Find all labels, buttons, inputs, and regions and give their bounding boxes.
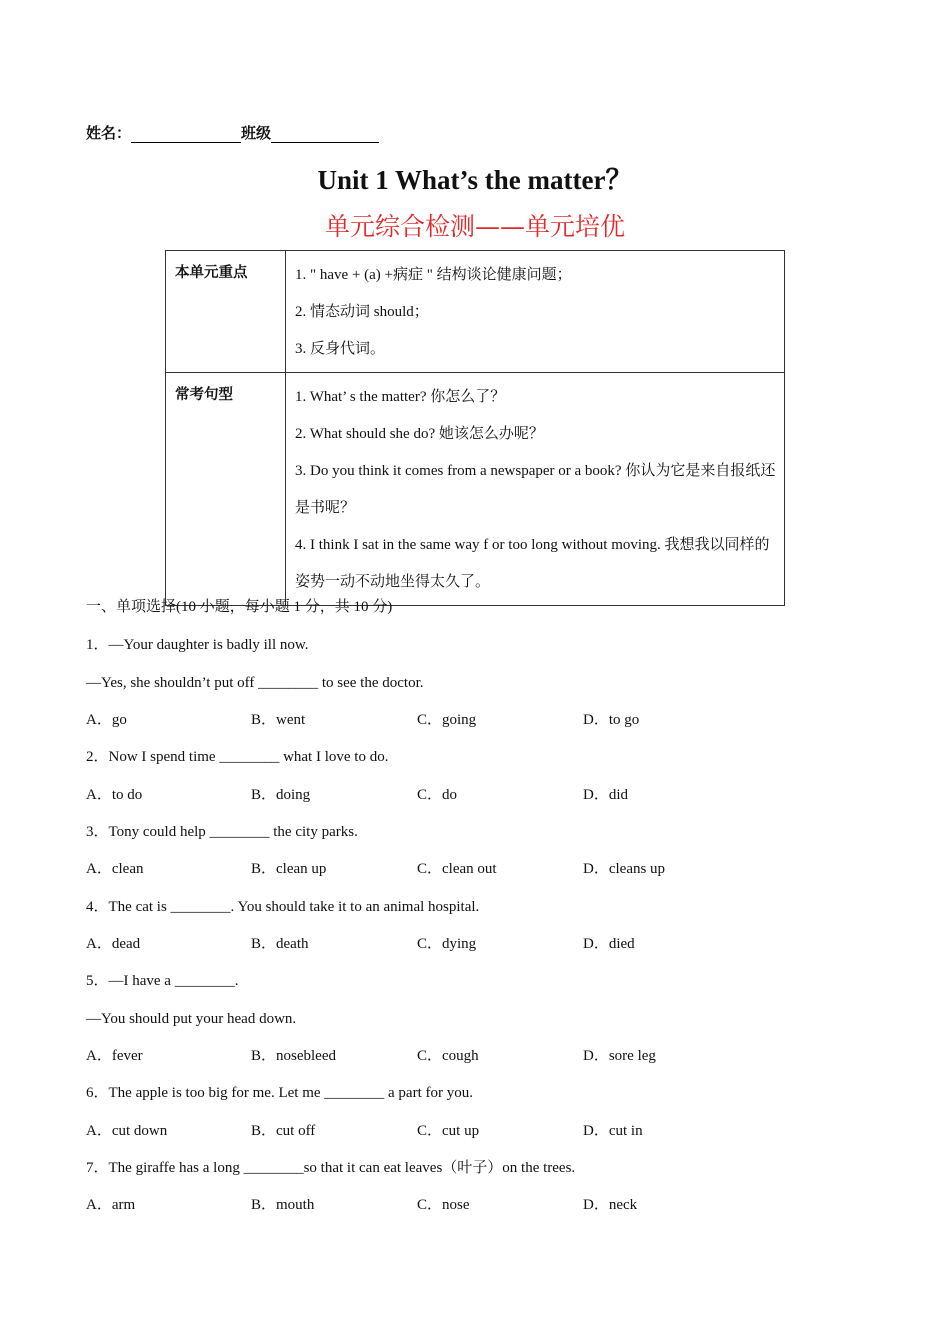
option-a[interactable]: A．dead [86,936,141,952]
option-d[interactable]: D．died [583,936,635,952]
question-stem: 1．—Your daughter is badly ill now. [86,637,309,653]
option-c[interactable]: C．nose [417,1197,470,1213]
option-b[interactable]: B．doing [251,787,311,803]
question-stem: 3．Tony could help ________ the city parks. [86,824,358,840]
option-d[interactable]: D．neck [583,1197,638,1213]
option-d[interactable]: D．cut in [583,1123,643,1139]
option-b[interactable]: B．went [251,712,306,728]
student-info-header [86,122,379,143]
option-b[interactable]: B．death [251,936,309,952]
option-a[interactable]: A．arm [86,1197,136,1213]
sentence-pattern-item: 2. What should she do? 她该怎么办呢？ [295,426,544,442]
option-d[interactable]: D．to go [583,712,640,728]
option-d[interactable]: D．cleans up [583,861,666,877]
key-point-item: 2. 情态动词 should； [295,304,429,320]
option-c[interactable]: C．going [417,712,477,728]
section-heading: 一、单项选择(10 小题，每小题 1 分，共 10 分) [86,599,393,615]
sentence-pattern-item: 4. I think I sat in the same way f or too long without moving. 我想我以同样的姿势一动不动地坐得太久了。 [295,537,770,590]
question-stem: 4．The cat is ________. You should take it to an animal hospital. [86,899,480,915]
option-c[interactable]: C．do [417,787,458,803]
sentence-patterns-content [286,373,785,606]
sentence-pattern-item: 3. Do you think it comes from a newspaper or a book? 你认为它是来自报纸还是书呢？ [295,463,776,516]
key-points-row [166,251,785,373]
name-label: 姓名： [86,124,132,142]
name-blank[interactable] [131,126,241,143]
question-stem: 5．—I have a ________. [86,973,239,989]
option-a[interactable]: A．fever [86,1048,143,1064]
page-title: Unit 1 What’s the matter？ [317,165,633,195]
option-a[interactable]: A．to do [86,787,143,803]
key-point-item: 1. " have + (a) +病症 " 结构谈论健康问题； [295,267,572,283]
class-blank[interactable] [271,126,379,143]
option-b[interactable]: B．mouth [251,1197,315,1213]
option-b[interactable]: B．cut off [251,1123,316,1139]
question-stem: —Yes, she shouldn’t put off ________ to see the doctor. [86,675,424,691]
option-b[interactable]: B．nosebleed [251,1048,336,1064]
question-stem: 2．Now I spend time ________ what I love to do. [86,749,389,765]
option-d[interactable]: D．did [583,787,629,803]
sentence-patterns-label: 常考句型 [166,373,286,606]
option-a[interactable]: A．cut down [86,1123,168,1139]
question-stem: —You should put your head down. [86,1011,297,1027]
option-a[interactable]: A．clean [86,861,144,877]
key-points-table [165,250,785,606]
option-a[interactable]: A．go [86,712,127,728]
option-c[interactable]: C．cough [417,1048,479,1064]
page-subtitle: 单元综合检测——单元培优 [324,212,625,241]
question-stem: 6．The apple is too big for me. Let me ________ a part for you. [86,1085,473,1101]
sentence-pattern-item: 1. What’ s the matter? 你怎么了？ [295,389,506,405]
class-label: 班级 [241,124,272,142]
option-c[interactable]: C．cut up [417,1123,480,1139]
option-d[interactable]: D．sore leg [583,1048,656,1064]
option-c[interactable]: C．clean out [417,861,497,877]
option-b[interactable]: B．clean up [251,861,327,877]
sentence-patterns-row [166,373,785,606]
question-stem: 7．The giraffe has a long ________so that it can eat leaves（叶子）on the trees. [86,1160,576,1176]
key-points-label: 本单元重点 [166,251,286,373]
key-point-item: 3. 反身代词。 [295,341,386,357]
key-points-content [286,251,785,373]
option-c[interactable]: C．dying [417,936,477,952]
